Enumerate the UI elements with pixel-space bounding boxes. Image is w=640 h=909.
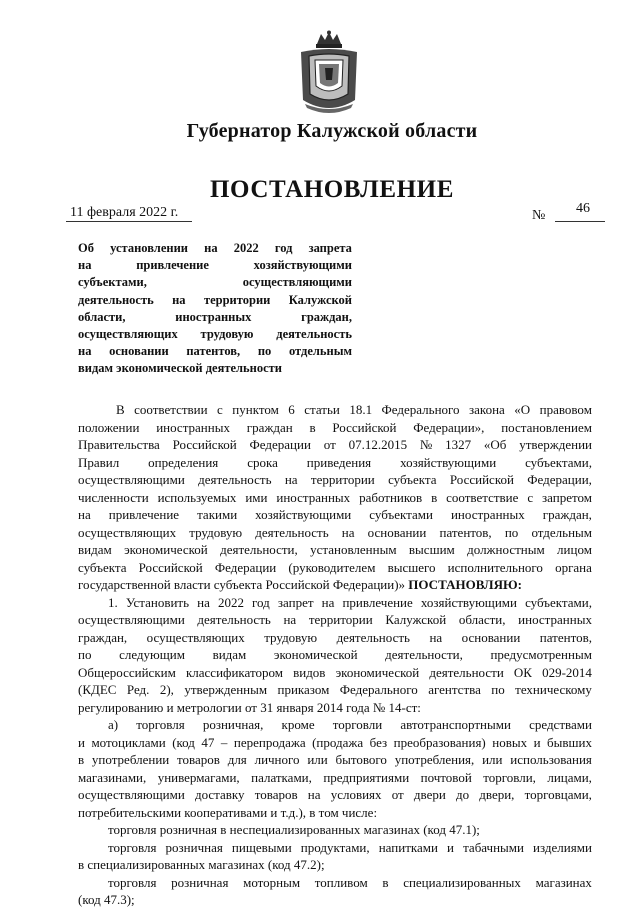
document-date: 11 февраля 2022 г. (70, 205, 179, 220)
body-line: Общероссийским классификатором видов экономической деятельности ОК 029-2014 (78, 664, 592, 680)
body-line: на привлечение такими хозяйствующими субъектами иностранных граждан, (78, 507, 592, 522)
document-title (78, 240, 352, 378)
body-line-with-decree (78, 576, 592, 594)
body-line: (КДЕС Ред. 2), утвержденным приказом Федерального агентства по техническому (78, 682, 592, 697)
title-line: на привлечение хозяйствующими (78, 258, 352, 273)
body-line: по следующим видам экономической деятельности, предусмотренным (78, 647, 592, 662)
title-line: деятельность на территории Калужской (78, 292, 352, 307)
coat-of-arms-icon (295, 30, 363, 114)
body-line: численности используемых ими иностранных работников в соответствие с запретом (78, 489, 592, 505)
body-line: в специализированных магазинах (код 47.2); (78, 857, 325, 872)
body-line: а) торговля розничная, кроме торговли автотранспортными средствами (108, 717, 592, 732)
body-line: положении иностранных граждан в Российской Федерации», постановлением (78, 419, 592, 435)
body-line: осуществляющими деятельность на территории Калужской области, иностранных (78, 612, 592, 627)
body-line: граждан, осуществляющих трудовую деятельность на основании патентов, (78, 629, 592, 645)
body-line: В соответствии с пунктом 6 статьи 18.1 Федерального закона «О правовом (116, 402, 592, 417)
body-line: магазинами, универмагами, палатками, предприятиями почтовой торговли, лицами, (78, 769, 592, 785)
title-line: на основании патентов, по отдельным (78, 344, 352, 359)
body-line: и мотоциклами (код 47 – перепродажа (продажа без преобразования) новых и бывших (78, 734, 592, 750)
body-line: Правительства Российской Федерации от 07.12.2015 № 1327 «Об утверждении (78, 437, 592, 452)
document-body (78, 401, 592, 909)
title-line: Об установлении на 2022 год запрета (78, 241, 352, 255)
body-line: торговля розничная пищевыми продуктами, напитками и табачными изделиями (108, 839, 592, 855)
body-line: осуществляющими деятельность на территории субъекта Российской Федерации, (78, 472, 592, 487)
body-line: осуществляющих трудовую деятельность на основании патентов, по отдельным (78, 524, 592, 540)
body-line: торговля розничная моторным топливом в специализированных магазинах (108, 874, 592, 890)
body-line: субъекта Российской Федерации (руководителем высшего исполнительного органа (78, 559, 592, 575)
body-line: 1. Установить на 2022 год запрет на привлечение хозяйствующими субъектами, (108, 594, 592, 610)
issuing-authority: Губернатор Калужской области (186, 120, 478, 142)
number-underline (555, 221, 605, 222)
body-line: (код 47.3); (78, 892, 135, 907)
body-line: торговля розничная в неспециализированных магазинах (код 47.1); (108, 822, 480, 837)
document-number: 46 (576, 201, 590, 216)
body-line: видам экономической деятельности, установленным высшим должностным лицом (78, 542, 592, 557)
title-line: осуществляющих трудовую деятельность (78, 327, 352, 342)
body-line: потребительскими кооперативами и т.д.), в том числе: (78, 804, 378, 820)
body-line: в употреблении товаров для личного или бытового употребления, или использования (78, 752, 592, 767)
document-type-heading: ПОСТАНОВЛЕНИЕ (209, 176, 455, 203)
decree-word: ПОСТАНОВЛЯЮ: (408, 577, 522, 592)
body-line: государственной власти субъекта Российской Федерации)» (78, 577, 406, 592)
date-underline (66, 221, 192, 222)
body-line: регулированию и метрологии от 31 января 2014 года № 14-ст: (78, 699, 421, 715)
body-line: осуществляющими доставку товаров на условиях от двери до двери, торговцами, (78, 787, 592, 802)
title-line: субъектами, осуществляющими (78, 275, 352, 290)
body-line: Правил определения срока приведения хозяйствующими субъектами, (78, 454, 592, 470)
number-sign: № (532, 208, 546, 223)
title-line: видам экономической деятельности (78, 361, 282, 376)
title-line: области, иностранных граждан, (78, 309, 352, 324)
